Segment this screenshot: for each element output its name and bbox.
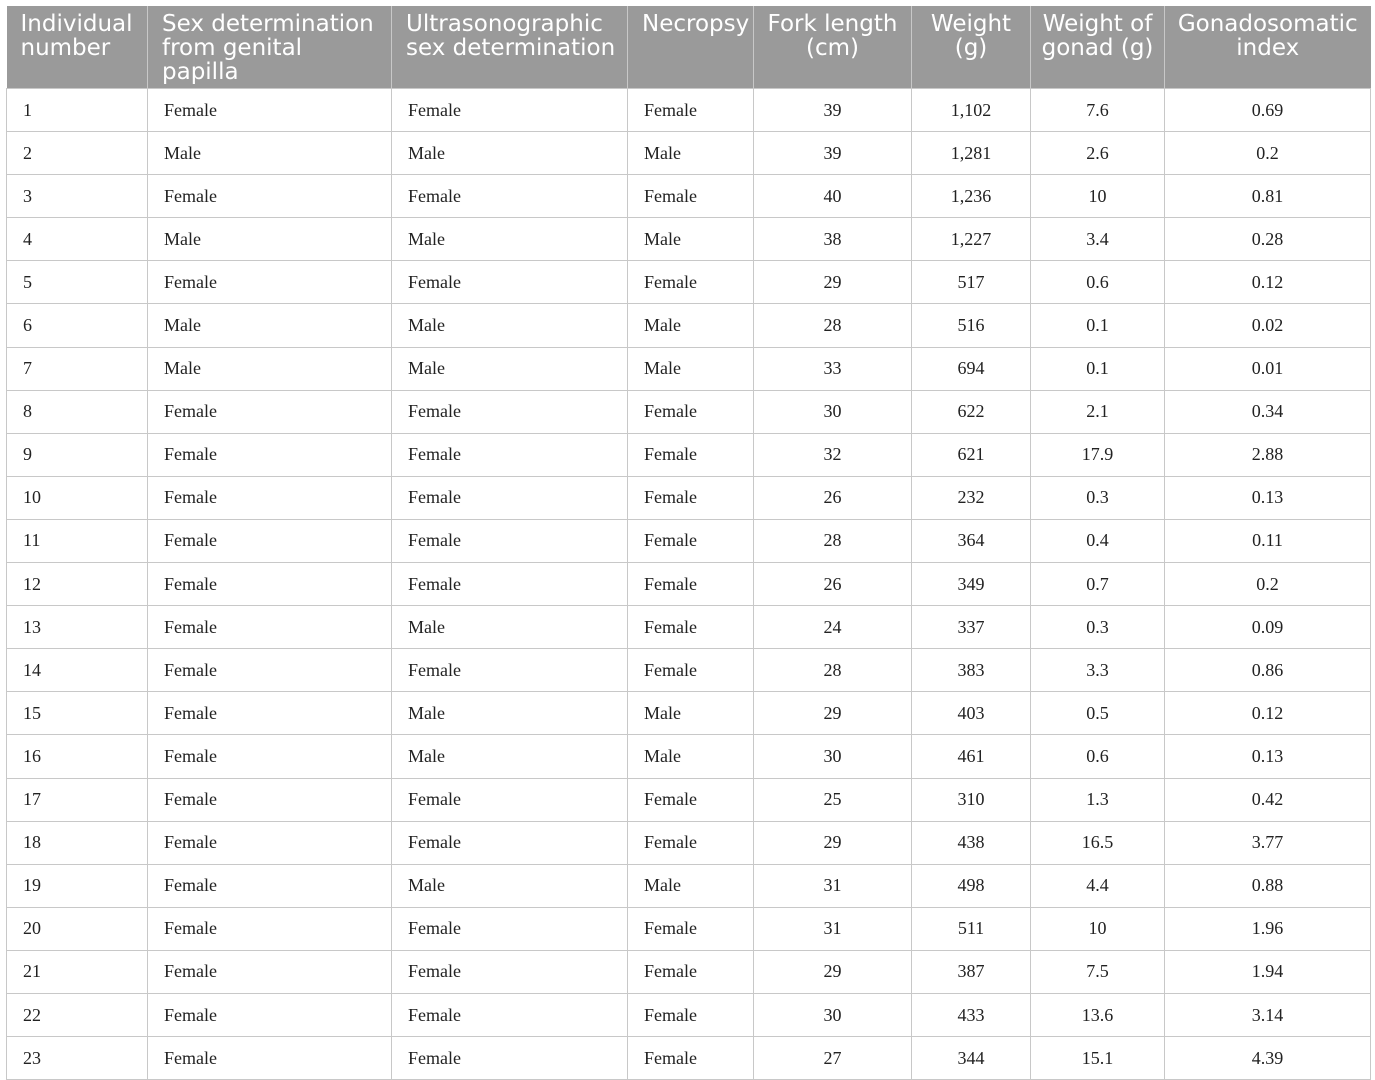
cell-weight: 1,102 [912,89,1031,132]
cell-weight: 511 [912,907,1031,950]
cell-gonad-weight: 3.4 [1031,218,1165,261]
cell-gonad-weight: 0.1 [1031,347,1165,390]
cell-individual-number: 9 [7,433,148,476]
header-ultrasonographic: Ultrasonographic sex determination [392,6,628,89]
cell-ultrasonographic: Female [392,563,628,606]
cell-ultrasonographic: Female [392,778,628,821]
cell-weight: 461 [912,735,1031,778]
cell-ultrasonographic: Female [392,89,628,132]
cell-gonadosomatic-index: 0.2 [1165,563,1371,606]
table-row [7,89,1371,132]
table-row [7,390,1371,433]
table-row [7,692,1371,735]
cell-necropsy: Male [628,347,754,390]
cell-fork-length: 39 [754,132,912,175]
cell-fork-length: 30 [754,390,912,433]
table-row [7,476,1371,519]
table-row [7,304,1371,347]
cell-individual-number: 4 [7,218,148,261]
cell-weight: 622 [912,390,1031,433]
cell-fork-length: 28 [754,649,912,692]
cell-ultrasonographic: Male [392,132,628,175]
cell-gonadosomatic-index: 4.39 [1165,1037,1371,1080]
cell-gonadosomatic-index: 2.88 [1165,433,1371,476]
cell-weight: 694 [912,347,1031,390]
cell-fork-length: 30 [754,735,912,778]
cell-ultrasonographic: Female [392,821,628,864]
table-row [7,175,1371,218]
cell-weight: 310 [912,778,1031,821]
cell-gonadosomatic-index: 0.34 [1165,390,1371,433]
cell-necropsy: Male [628,864,754,907]
cell-fork-length: 40 [754,175,912,218]
table-body [7,89,1371,1080]
cell-weight: 383 [912,649,1031,692]
cell-weight: 364 [912,519,1031,562]
cell-gonad-weight: 15.1 [1031,1037,1165,1080]
cell-gonad-weight: 0.1 [1031,304,1165,347]
cell-individual-number: 7 [7,347,148,390]
cell-fork-length: 39 [754,89,912,132]
table-row [7,606,1371,649]
cell-fork-length: 29 [754,261,912,304]
cell-individual-number: 8 [7,390,148,433]
cell-ultrasonographic: Female [392,907,628,950]
table-row [7,907,1371,950]
cell-weight: 438 [912,821,1031,864]
header-sex-genital-papilla: Sex determination from genital papilla [148,6,392,89]
cell-necropsy: Female [628,390,754,433]
cell-sex-genital-papilla: Female [148,950,392,993]
cell-gonadosomatic-index: 1.96 [1165,907,1371,950]
cell-sex-genital-papilla: Female [148,735,392,778]
cell-sex-genital-papilla: Female [148,390,392,433]
cell-sex-genital-papilla: Female [148,821,392,864]
cell-sex-genital-papilla: Female [148,261,392,304]
cell-weight: 1,236 [912,175,1031,218]
cell-sex-genital-papilla: Female [148,175,392,218]
table-row [7,821,1371,864]
data-table [6,6,1371,1080]
table-row [7,519,1371,562]
cell-ultrasonographic: Female [392,433,628,476]
cell-sex-genital-papilla: Male [148,218,392,261]
cell-fork-length: 26 [754,563,912,606]
cell-weight: 387 [912,950,1031,993]
cell-individual-number: 18 [7,821,148,864]
cell-individual-number: 3 [7,175,148,218]
cell-gonadosomatic-index: 0.01 [1165,347,1371,390]
table-row [7,433,1371,476]
cell-gonad-weight: 0.5 [1031,692,1165,735]
header-necropsy: Necropsy [628,6,754,89]
cell-fork-length: 26 [754,476,912,519]
cell-gonadosomatic-index: 0.11 [1165,519,1371,562]
cell-weight: 337 [912,606,1031,649]
cell-gonadosomatic-index: 0.88 [1165,864,1371,907]
cell-necropsy: Female [628,907,754,950]
header-gonadosomatic-index: Gonadosomatic index [1165,6,1371,89]
cell-gonadosomatic-index: 0.28 [1165,218,1371,261]
table-row [7,261,1371,304]
cell-individual-number: 1 [7,89,148,132]
cell-individual-number: 14 [7,649,148,692]
cell-sex-genital-papilla: Female [148,1037,392,1080]
cell-sex-genital-papilla: Female [148,476,392,519]
cell-weight: 433 [912,993,1031,1036]
cell-individual-number: 11 [7,519,148,562]
cell-ultrasonographic: Female [392,476,628,519]
cell-necropsy: Female [628,993,754,1036]
cell-fork-length: 25 [754,778,912,821]
cell-individual-number: 20 [7,907,148,950]
cell-sex-genital-papilla: Female [148,864,392,907]
table-row [7,735,1371,778]
table-row [7,347,1371,390]
cell-gonad-weight: 4.4 [1031,864,1165,907]
cell-ultrasonographic: Male [392,606,628,649]
header-weight: Weight (g) [912,6,1031,89]
cell-ultrasonographic: Male [392,347,628,390]
cell-fork-length: 33 [754,347,912,390]
cell-fork-length: 31 [754,907,912,950]
cell-gonad-weight: 7.6 [1031,89,1165,132]
data-table-container [6,6,1370,1080]
cell-ultrasonographic: Female [392,390,628,433]
cell-sex-genital-papilla: Female [148,563,392,606]
cell-gonadosomatic-index: 0.81 [1165,175,1371,218]
cell-sex-genital-papilla: Female [148,606,392,649]
header-fork-length: Fork length (cm) [754,6,912,89]
cell-weight: 517 [912,261,1031,304]
cell-gonad-weight: 10 [1031,175,1165,218]
cell-gonadosomatic-index: 0.2 [1165,132,1371,175]
cell-fork-length: 30 [754,993,912,1036]
cell-ultrasonographic: Male [392,304,628,347]
cell-necropsy: Female [628,175,754,218]
table-row [7,649,1371,692]
cell-gonad-weight: 2.1 [1031,390,1165,433]
cell-individual-number: 5 [7,261,148,304]
cell-sex-genital-papilla: Female [148,993,392,1036]
cell-gonadosomatic-index: 0.86 [1165,649,1371,692]
cell-gonadosomatic-index: 1.94 [1165,950,1371,993]
cell-fork-length: 24 [754,606,912,649]
cell-necropsy: Male [628,304,754,347]
cell-individual-number: 6 [7,304,148,347]
cell-individual-number: 19 [7,864,148,907]
cell-fork-length: 28 [754,519,912,562]
cell-individual-number: 22 [7,993,148,1036]
cell-individual-number: 15 [7,692,148,735]
cell-weight: 403 [912,692,1031,735]
cell-gonad-weight: 0.6 [1031,735,1165,778]
cell-individual-number: 16 [7,735,148,778]
cell-necropsy: Female [628,778,754,821]
cell-fork-length: 28 [754,304,912,347]
cell-ultrasonographic: Female [392,950,628,993]
cell-necropsy: Female [628,649,754,692]
cell-sex-genital-papilla: Female [148,649,392,692]
cell-necropsy: Male [628,692,754,735]
cell-gonad-weight: 0.7 [1031,563,1165,606]
cell-ultrasonographic: Female [392,993,628,1036]
table-row [7,950,1371,993]
cell-ultrasonographic: Male [392,735,628,778]
cell-necropsy: Male [628,132,754,175]
cell-fork-length: 38 [754,218,912,261]
cell-individual-number: 13 [7,606,148,649]
cell-gonadosomatic-index: 0.69 [1165,89,1371,132]
cell-necropsy: Male [628,218,754,261]
cell-individual-number: 21 [7,950,148,993]
cell-sex-genital-papilla: Female [148,89,392,132]
table-row [7,864,1371,907]
cell-sex-genital-papilla: Female [148,907,392,950]
cell-necropsy: Female [628,519,754,562]
cell-sex-genital-papilla: Male [148,347,392,390]
cell-gonadosomatic-index: 0.09 [1165,606,1371,649]
cell-necropsy: Female [628,261,754,304]
cell-sex-genital-papilla: Female [148,519,392,562]
cell-fork-length: 29 [754,692,912,735]
cell-gonad-weight: 0.4 [1031,519,1165,562]
cell-gonad-weight: 2.6 [1031,132,1165,175]
cell-fork-length: 27 [754,1037,912,1080]
cell-gonadosomatic-index: 3.77 [1165,821,1371,864]
cell-weight: 1,227 [912,218,1031,261]
cell-fork-length: 31 [754,864,912,907]
cell-necropsy: Female [628,950,754,993]
cell-gonadosomatic-index: 3.14 [1165,993,1371,1036]
cell-gonad-weight: 0.3 [1031,476,1165,519]
header-gonad-weight: Weight of gonad (g) [1031,6,1165,89]
cell-weight: 232 [912,476,1031,519]
cell-necropsy: Female [628,821,754,864]
cell-weight: 498 [912,864,1031,907]
cell-sex-genital-papilla: Female [148,778,392,821]
cell-gonadosomatic-index: 0.12 [1165,692,1371,735]
cell-individual-number: 17 [7,778,148,821]
cell-sex-genital-papilla: Male [148,304,392,347]
cell-weight: 1,281 [912,132,1031,175]
cell-gonad-weight: 3.3 [1031,649,1165,692]
cell-weight: 349 [912,563,1031,606]
table-row [7,778,1371,821]
cell-gonadosomatic-index: 0.12 [1165,261,1371,304]
header-individual-number: Individual number [7,6,148,89]
table-row [7,993,1371,1036]
cell-ultrasonographic: Male [392,218,628,261]
cell-gonad-weight: 17.9 [1031,433,1165,476]
cell-gonadosomatic-index: 0.13 [1165,735,1371,778]
table-row [7,563,1371,606]
cell-gonadosomatic-index: 0.13 [1165,476,1371,519]
cell-gonadosomatic-index: 0.02 [1165,304,1371,347]
cell-necropsy: Female [628,476,754,519]
cell-gonad-weight: 13.6 [1031,993,1165,1036]
header-row [7,6,1371,89]
cell-gonad-weight: 7.5 [1031,950,1165,993]
cell-gonad-weight: 10 [1031,907,1165,950]
cell-individual-number: 12 [7,563,148,606]
cell-ultrasonographic: Female [392,261,628,304]
cell-individual-number: 2 [7,132,148,175]
table-row [7,1037,1371,1080]
cell-individual-number: 10 [7,476,148,519]
cell-necropsy: Female [628,606,754,649]
cell-gonad-weight: 1.3 [1031,778,1165,821]
cell-sex-genital-papilla: Female [148,433,392,476]
table-row [7,218,1371,261]
cell-ultrasonographic: Male [392,864,628,907]
cell-necropsy: Female [628,563,754,606]
cell-individual-number: 23 [7,1037,148,1080]
cell-gonad-weight: 16.5 [1031,821,1165,864]
cell-ultrasonographic: Female [392,519,628,562]
table-row [7,132,1371,175]
cell-necropsy: Female [628,1037,754,1080]
cell-gonadosomatic-index: 0.42 [1165,778,1371,821]
cell-fork-length: 29 [754,821,912,864]
cell-gonad-weight: 0.3 [1031,606,1165,649]
cell-weight: 516 [912,304,1031,347]
cell-weight: 344 [912,1037,1031,1080]
cell-ultrasonographic: Male [392,692,628,735]
cell-fork-length: 29 [754,950,912,993]
cell-necropsy: Female [628,433,754,476]
cell-weight: 621 [912,433,1031,476]
cell-gonad-weight: 0.6 [1031,261,1165,304]
cell-ultrasonographic: Female [392,1037,628,1080]
cell-necropsy: Female [628,89,754,132]
cell-ultrasonographic: Female [392,649,628,692]
cell-fork-length: 32 [754,433,912,476]
cell-ultrasonographic: Female [392,175,628,218]
cell-sex-genital-papilla: Female [148,692,392,735]
cell-sex-genital-papilla: Male [148,132,392,175]
cell-necropsy: Male [628,735,754,778]
